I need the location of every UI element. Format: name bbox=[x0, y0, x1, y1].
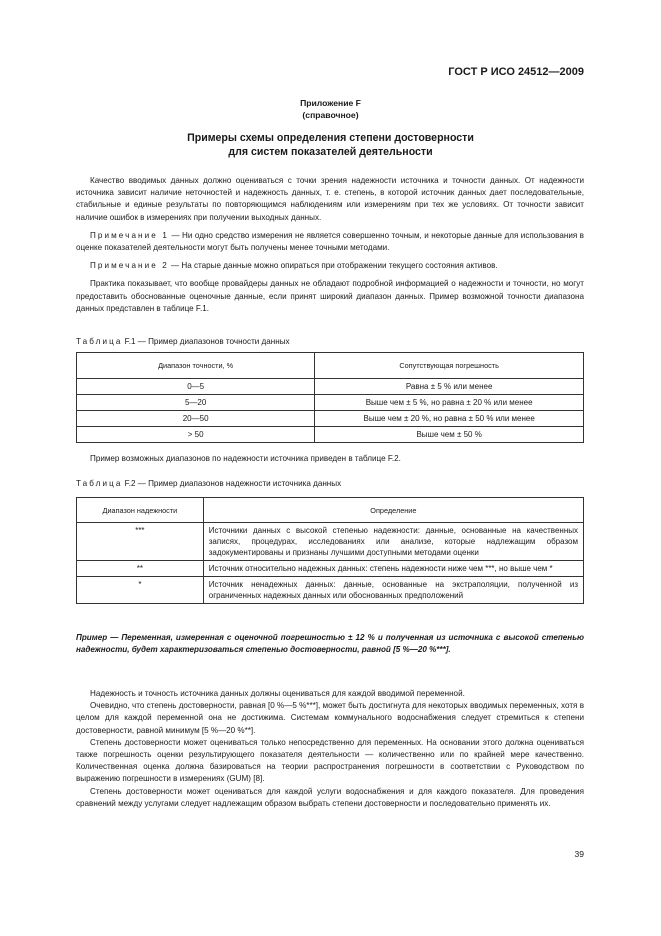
intro-paragraph: Качество вводимых данных должно оцениваться с точки зрения надежности источника и точности данных. От надежности источника зависит наличие неточностей и надежность данных, т. е. степень, в которой источник данных дает последовательные, стабильные и единые результаты по повторяющимся наблюдениям или измерениям при тех же условиях. От точности зависит наличие ошибок в измерениях при получении выходных данных. bbox=[76, 176, 584, 222]
closing-paragraph-2: Очевидно, что степень достоверности, равная [0 %—5 %***], может быть достигнута для некоторых вводимых переменных, хотя в целом для каждой переменной она не достижима. Системам коммунального водоснабжения следует стремиться к степени достоверности, равной минимум [5 %—20 %**]. bbox=[76, 701, 584, 735]
table-header-cell: Определение bbox=[203, 498, 583, 523]
closing-paragraph-4: Степень достоверности может оцениваться для каждой услуги водоснабжения и для каждого показателя. Для проведения сравнений между услугами следует надлежащим образом выбрать степени достоверности и последовательно применять их. bbox=[76, 786, 584, 808]
table-row bbox=[77, 395, 584, 411]
intro-section bbox=[76, 175, 584, 315]
note-1-label: Примечание 1 bbox=[90, 230, 170, 240]
reliability-rating: *** bbox=[77, 523, 204, 561]
table-header-cell: Сопутствующая погрешность bbox=[315, 353, 584, 379]
note-1-text: — Ни одно средство измерения не является совершенно точным, и некоторые данные для использования в оценке показателей деятельности могут быть получены менее точными методами. bbox=[76, 230, 584, 253]
table-row bbox=[77, 411, 584, 427]
table-cell: 0—5 bbox=[77, 379, 315, 395]
between-paragraph: Пример возможных диапазонов по надежности источника приведен в таблице F.2. bbox=[90, 454, 401, 463]
page-title bbox=[0, 131, 661, 159]
table-cell: 5—20 bbox=[77, 395, 315, 411]
table-row bbox=[77, 561, 584, 577]
note-2 bbox=[76, 260, 584, 272]
practice-paragraph: Практика показывает, что вообще провайдеры данных не обладают подробной информацией о надежности и точности, но могут предоставить обоснованные оценочные данные, если принят широкий диапазон данных. Пример возможной точности диапазона данных представлен в таблице F.1. bbox=[76, 279, 584, 313]
title-line-1: Примеры схемы определения степени достоверности bbox=[187, 132, 474, 144]
reliability-rating: ** bbox=[77, 561, 204, 577]
note-1 bbox=[76, 230, 584, 254]
table-header-row bbox=[77, 353, 584, 379]
table-cell: 20—50 bbox=[77, 411, 315, 427]
table-f1-caption bbox=[76, 337, 290, 346]
annex-label: Приложение F bbox=[300, 98, 361, 108]
table-header-cell: Диапазон надежности bbox=[77, 498, 204, 523]
closing-section bbox=[76, 688, 584, 810]
annex-heading bbox=[0, 97, 661, 121]
note-2-text: — На старые данные можно опираться при отображении текущего состояния активов. bbox=[168, 261, 498, 271]
table-f2 bbox=[76, 497, 584, 604]
table-header-cell: Диапазон точности, % bbox=[77, 353, 315, 379]
table-row bbox=[77, 577, 584, 604]
page-number: 39 bbox=[574, 849, 584, 859]
table-cell: Выше чем ± 50 % bbox=[315, 427, 584, 443]
reliability-rating: * bbox=[77, 577, 204, 604]
table-cell: Выше чем ± 5 %, но равна ± 20 % или менее bbox=[315, 395, 584, 411]
table-f2-caption-label: Таблица bbox=[76, 479, 123, 488]
between-tables-section bbox=[76, 453, 584, 465]
closing-paragraph-1: Надежность и точность источника данных должны оцениваться для каждой вводимой переменной. bbox=[90, 689, 465, 698]
annex-kind: (справочное) bbox=[302, 110, 359, 120]
table-cell: Равна ± 5 % или менее bbox=[315, 379, 584, 395]
reliability-definition: Источник относительно надежных данных: степень надежности ниже чем ***, но выше чем * bbox=[203, 561, 583, 577]
example-text: Пример — Переменная, измеренная с оценочной погрешностью ± 12 % и полученная из источника с высокой степенью надежности, будет характеризоваться степенью достоверности, равной [5 %—20 %***]. bbox=[76, 633, 584, 655]
table-f1-caption-text: F.1 — Пример диапазонов точности данных bbox=[122, 337, 290, 346]
table-header-row bbox=[77, 498, 584, 523]
closing-paragraph-3: Степень достоверности может оцениваться только непосредственно для переменных. На основании этого должна оцениваться также погрешность оценки результирующего показателя деятельности — количественно или по крайней мере качественно. Количественная оценка должна базироваться на теории распространения погрешности в соответствии с Руководством по выражению погрешности в измерениях (GUM) [8]. bbox=[76, 737, 584, 784]
table-row bbox=[77, 379, 584, 395]
table-f2-caption bbox=[76, 479, 341, 488]
note-2-label: Примечание 2 bbox=[90, 261, 169, 271]
table-row bbox=[77, 427, 584, 443]
standard-header: ГОСТ Р ИСО 24512—2009 bbox=[448, 66, 584, 78]
table-f1-caption-label: Таблица bbox=[76, 337, 123, 346]
table-cell: Выше чем ± 20 %, но равна ± 50 % или менее bbox=[315, 411, 584, 427]
reliability-definition: Источник ненадежных данных: данные, основанные на экстраполяции, полученной из ограниченных надежных данных или обоснованных предположений bbox=[203, 577, 583, 604]
table-f2-caption-text: F.2 — Пример диапазонов надежности источника данных bbox=[122, 479, 342, 488]
title-line-2: для систем показателей деятельности bbox=[228, 146, 433, 158]
reliability-definition: Источники данных с высокой степенью надежности: данные, основанные на качественных записях, процедурах, исследованиях или анализе, которые надлежащим образом задокументированы и признаны лучшими доступными методами оценки bbox=[203, 523, 583, 561]
table-cell: > 50 bbox=[77, 427, 315, 443]
table-f1 bbox=[76, 352, 584, 443]
table-row bbox=[77, 523, 584, 561]
